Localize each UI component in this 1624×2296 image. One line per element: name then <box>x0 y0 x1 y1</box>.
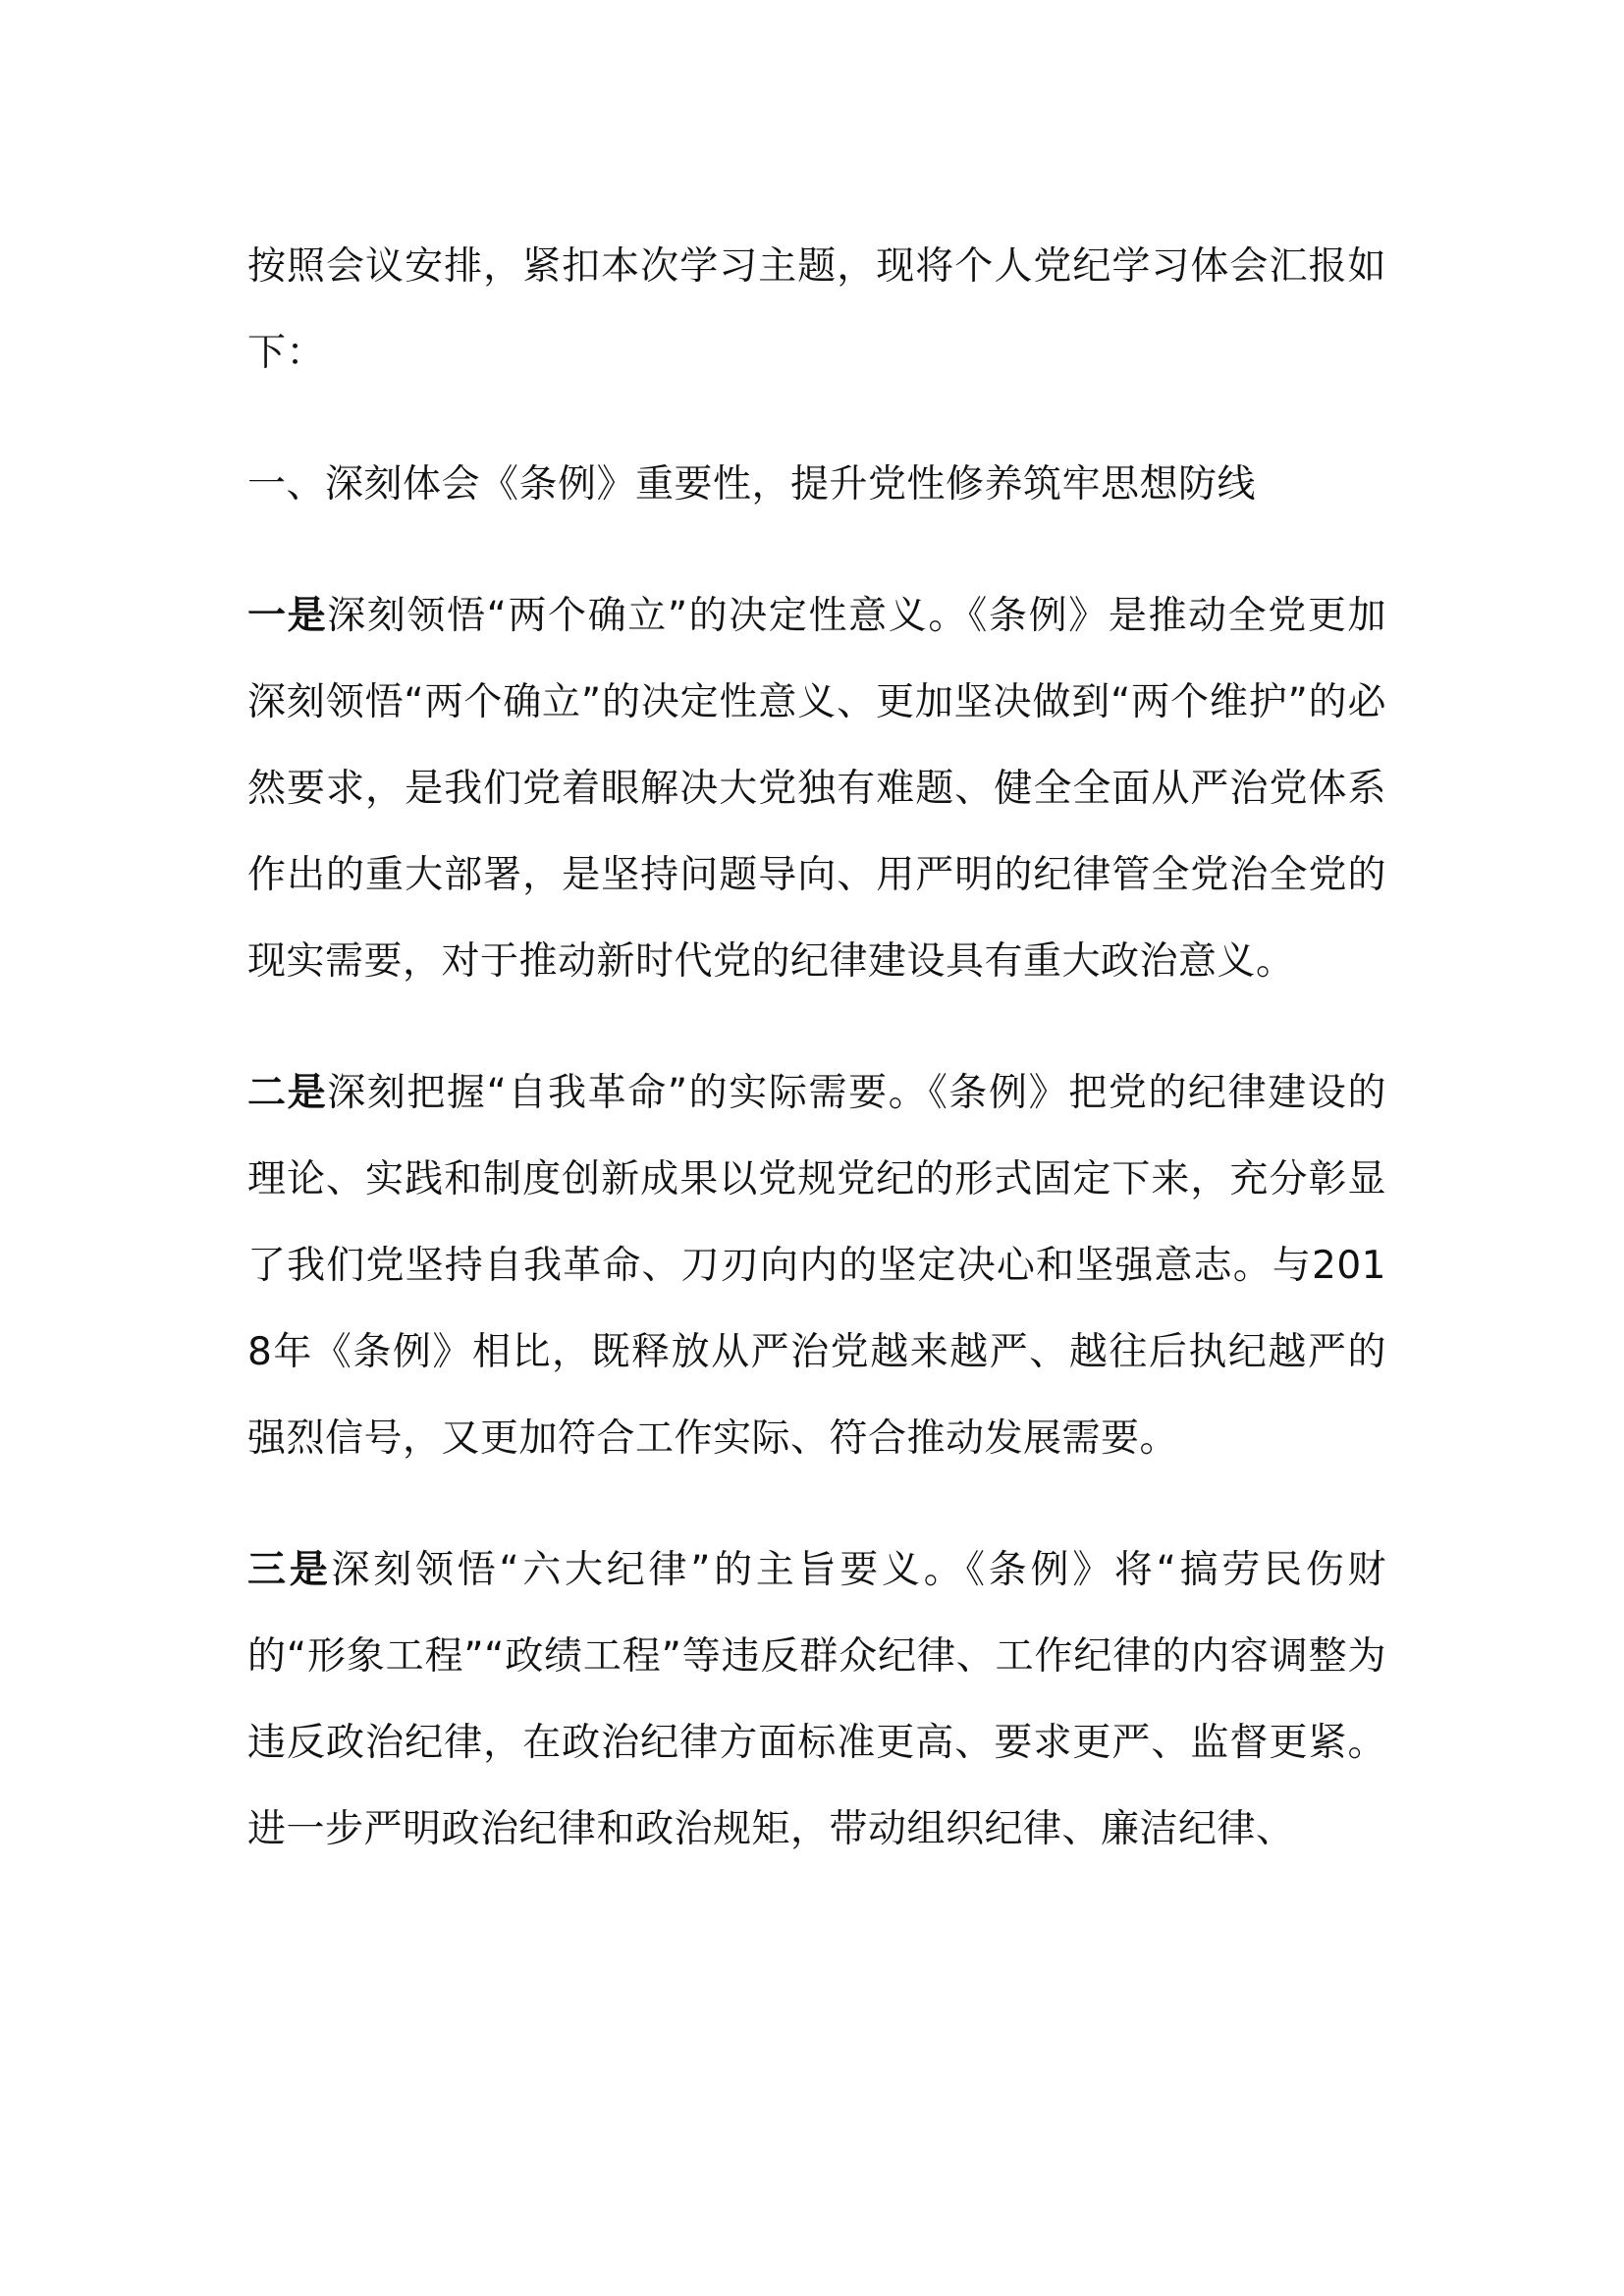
paragraph-gap <box>247 397 1386 442</box>
point-text: 深刻领悟“两个确立”的决定性意义。《条例》是推动全党更加深刻领悟“两个确立”的决定性意义、更加坚决做到“两个维护”的必然要求，是我们党着眼解决大党独有难题、健全全面从严治党体系作出的重大部署，是坚持问题导向、用严明的纪律管全党治全党的现实需要，对于推动新时代党的纪律建设具有重大政治意义。 <box>247 594 1386 984</box>
document-page <box>247 224 1386 1873</box>
point-paragraph-1 <box>247 573 1386 1005</box>
point-text: 深刻领悟“六大纪律”的主旨要义。《条例》将“搞劳民伤财的“形象工程”“政绩工程”等违反群众纪律、工作纪律的内容调整为违反政治纪律，在政治纪律方面标准更高、要求更严、监督更紧。进一步严明政治纪律和政治规矩，带动组织纪律、廉洁纪律、 <box>247 1548 1386 1851</box>
point-lead: 一是 <box>247 594 328 638</box>
point-lead: 二是 <box>247 1071 328 1115</box>
intro-paragraph: 按照会议安排，紧扣本次学习主题，现将个人党纪学习体会汇报如下： <box>247 244 1386 375</box>
paragraph-gap <box>247 528 1386 573</box>
point-paragraph-2 <box>247 1050 1386 1482</box>
paragraph-gap <box>247 1482 1386 1527</box>
section-heading: 一、深刻体会《条例》重要性，提升党性修养筑牢思想防线 <box>247 462 1257 507</box>
point-lead: 三是 <box>247 1548 332 1592</box>
paragraph-gap <box>247 1005 1386 1050</box>
point-paragraph-3 <box>247 1527 1386 1873</box>
point-text: 深刻把握“自我革命”的实际需要。《条例》把党的纪律建设的理论、实践和制度创新成果以党规党纪的形式固定下来，充分彰显了我们党坚持自我革命、刀刃向内的坚定决心和坚强意志。与2018年《条例》相比，既释放从严治党越来越严、越往后执纪越严的强烈信号，又更加符合工作实际、符合推动发展需要。 <box>247 1071 1386 1461</box>
